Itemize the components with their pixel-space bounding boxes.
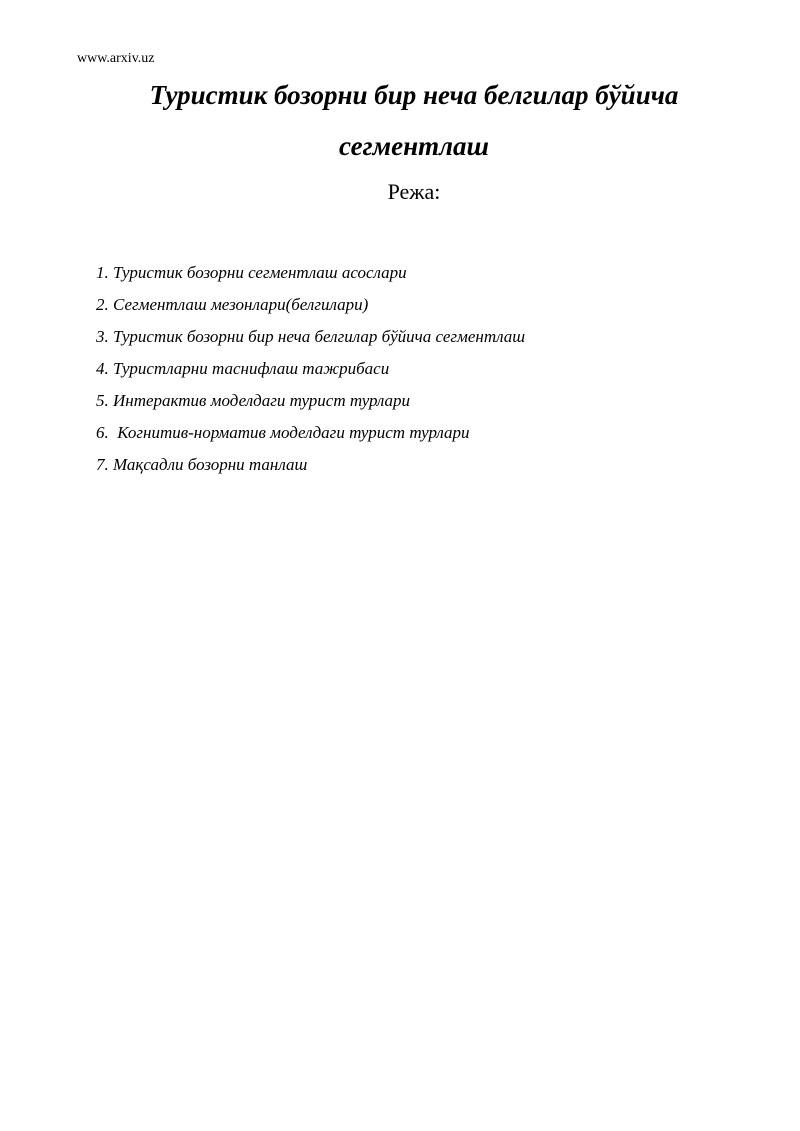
plan-item-1: 1. Туристик бозорни сегментлаш асослари	[96, 263, 407, 282]
plan-item-5: 5. Интерактив моделдаги турист турлари	[96, 391, 411, 410]
site-url: www.arxiv.uz	[77, 51, 155, 66]
plan-item-7: 7. Мақсадли бозорни танлаш	[96, 455, 308, 474]
plan-item-4: 4. Туристларни таснифлаш тажрибаси	[96, 359, 390, 378]
plan-item-6: 6. Когнитив-норматив моделдаги турист турлари	[96, 423, 470, 442]
plan-list	[96, 262, 525, 486]
document-title-line-2: сегментлаш	[339, 131, 489, 161]
document-title-line-1: Туристик бозорни бир неча белгилар бўйича	[149, 80, 679, 110]
plan-item-2: 2. Сегментлаш мезонлари(белгилари)	[96, 295, 369, 314]
plan-heading: Режа:	[387, 179, 441, 204]
plan-item-3: 3. Туристик бозорни бир неча белгилар бўйича сегментлаш	[96, 327, 526, 346]
